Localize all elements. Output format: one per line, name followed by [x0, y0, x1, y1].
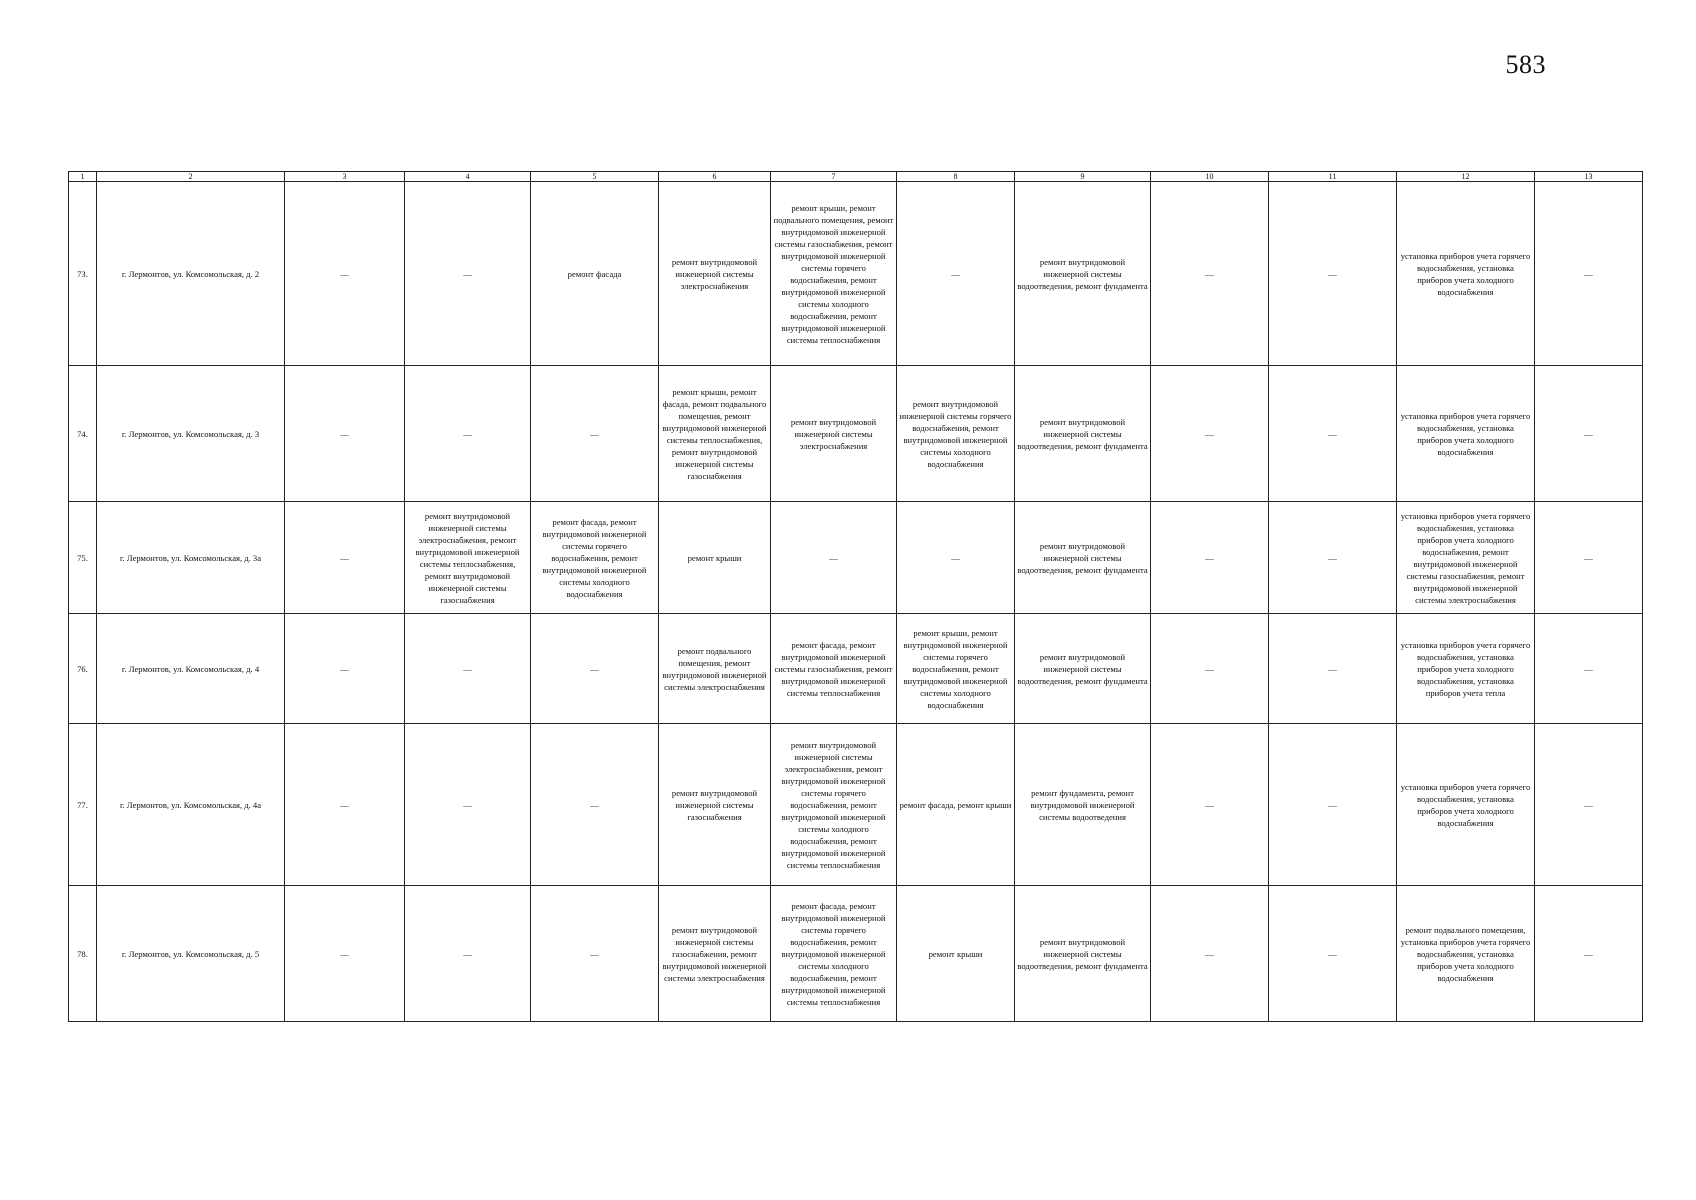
work-description-cell: ремонт фасада, ремонт внутридомовой инженерной системы горячего водоснабжения, ремонт внутридомовой инженерной системы холодного водоснабжения: [531, 502, 659, 614]
work-description-cell: установка приборов учета горячего водоснабжения, установка приборов учета холодного водоснабжения: [1397, 182, 1535, 366]
work-description-cell: установка приборов учета горячего водоснабжения, установка приборов учета холодного водоснабжения, ремонт внутридомовой инженерной системы газоснабжения, ремонт внутридомовой инженерной системы электроснабжения: [1397, 502, 1535, 614]
empty-dash-cell: —: [405, 886, 531, 1022]
empty-dash-cell: —: [1269, 724, 1397, 886]
empty-dash-cell: —: [897, 502, 1015, 614]
column-header-7: 7: [771, 172, 897, 182]
column-header-4: 4: [405, 172, 531, 182]
work-description-cell: ремонт фундамента, ремонт внутридомовой инженерной системы водоотведения: [1015, 724, 1151, 886]
empty-dash-cell: —: [285, 366, 405, 502]
work-description-cell: ремонт внутридомовой инженерной системы водоотведения, ремонт фундамента: [1015, 366, 1151, 502]
work-description-cell: ремонт крыши, ремонт подвального помещения, ремонт внутридомовой инженерной системы газоснабжения, ремонт внутридомовой инженерной системы горячего водоснабжения, ремонт внутридомовой инженерной системы холодного водоснабжения, ремонт внутридомовой инженерной системы теплоснабжения: [771, 182, 897, 366]
empty-dash-cell: —: [285, 614, 405, 724]
empty-dash-cell: —: [531, 886, 659, 1022]
row-number: 75.: [69, 502, 97, 614]
empty-dash-cell: —: [285, 502, 405, 614]
empty-dash-cell: —: [1269, 886, 1397, 1022]
work-description-cell: ремонт фасада, ремонт крыши: [897, 724, 1015, 886]
address-cell: г. Лермонтов, ул. Комсомольская, д. 3а: [97, 502, 285, 614]
column-header-12: 12: [1397, 172, 1535, 182]
row-number: 77.: [69, 724, 97, 886]
table-body: [69, 182, 1643, 1022]
row-number: 74.: [69, 366, 97, 502]
work-description-cell: установка приборов учета горячего водоснабжения, установка приборов учета холодного водоснабжения, установка приборов учета тепла: [1397, 614, 1535, 724]
table-row: [69, 614, 1643, 724]
work-description-cell: ремонт внутридомовой инженерной системы электроснабжения: [659, 182, 771, 366]
work-description-cell: ремонт внутридомовой инженерной системы электроснабжения, ремонт внутридомовой инженерной системы горячего водоснабжения, ремонт внутридомовой инженерной системы холодного водоснабжения, ремонт внутридомовой инженерной системы теплоснабжения: [771, 724, 897, 886]
empty-dash-cell: —: [531, 366, 659, 502]
address-cell: г. Лермонтов, ул. Комсомольская, д. 3: [97, 366, 285, 502]
work-description-cell: ремонт крыши: [897, 886, 1015, 1022]
empty-dash-cell: —: [1535, 886, 1643, 1022]
empty-dash-cell: —: [1269, 182, 1397, 366]
empty-dash-cell: —: [405, 614, 531, 724]
empty-dash-cell: —: [285, 886, 405, 1022]
empty-dash-cell: —: [405, 182, 531, 366]
work-description-cell: ремонт внутридомовой инженерной системы водоотведения, ремонт фундамента: [1015, 886, 1151, 1022]
empty-dash-cell: —: [405, 366, 531, 502]
column-header-8: 8: [897, 172, 1015, 182]
empty-dash-cell: —: [531, 724, 659, 886]
work-description-cell: ремонт фасада: [531, 182, 659, 366]
work-description-cell: ремонт подвального помещения, установка приборов учета горячего водоснабжения, установка приборов учета холодного водоснабжения: [1397, 886, 1535, 1022]
work-description-cell: ремонт внутридомовой инженерной системы газоснабжения: [659, 724, 771, 886]
row-number: 73.: [69, 182, 97, 366]
empty-dash-cell: —: [1535, 182, 1643, 366]
empty-dash-cell: —: [1151, 724, 1269, 886]
address-cell: г. Лермонтов, ул. Комсомольская, д. 4а: [97, 724, 285, 886]
work-description-cell: ремонт крыши, ремонт внутридомовой инженерной системы горячего водоснабжения, ремонт внутридомовой инженерной системы холодного водоснабжения: [897, 614, 1015, 724]
empty-dash-cell: —: [1269, 366, 1397, 502]
empty-dash-cell: —: [1151, 366, 1269, 502]
column-header-3: 3: [285, 172, 405, 182]
table-row: [69, 724, 1643, 886]
work-description-cell: ремонт внутридомовой инженерной системы горячего водоснабжения, ремонт внутридомовой инженерной системы холодного водоснабжения: [897, 366, 1015, 502]
empty-dash-cell: —: [1269, 502, 1397, 614]
column-header-2: 2: [97, 172, 285, 182]
column-header-6: 6: [659, 172, 771, 182]
work-description-cell: ремонт крыши: [659, 502, 771, 614]
empty-dash-cell: —: [771, 502, 897, 614]
empty-dash-cell: —: [1535, 614, 1643, 724]
empty-dash-cell: —: [897, 182, 1015, 366]
work-description-cell: ремонт внутридомовой инженерной системы электроснабжения: [771, 366, 897, 502]
empty-dash-cell: —: [531, 614, 659, 724]
address-cell: г. Лермонтов, ул. Комсомольская, д. 5: [97, 886, 285, 1022]
work-description-cell: ремонт фасада, ремонт внутридомовой инженерной системы горячего водоснабжения, ремонт внутридомовой инженерной системы холодного водоснабжения, ремонт внутридомовой инженерной системы теплоснабжения: [771, 886, 897, 1022]
empty-dash-cell: —: [1151, 182, 1269, 366]
column-header-1: 1: [69, 172, 97, 182]
work-description-cell: ремонт фасада, ремонт внутридомовой инженерной системы газоснабжения, ремонт внутридомовой инженерной системы теплоснабжения: [771, 614, 897, 724]
row-number: 76.: [69, 614, 97, 724]
work-description-cell: установка приборов учета горячего водоснабжения, установка приборов учета холодного водоснабжения: [1397, 724, 1535, 886]
table-row: [69, 182, 1643, 366]
empty-dash-cell: —: [1535, 502, 1643, 614]
address-cell: г. Лермонтов, ул. Комсомольская, д. 2: [97, 182, 285, 366]
empty-dash-cell: —: [1535, 366, 1643, 502]
header-row: [69, 172, 1643, 182]
work-description-cell: ремонт внутридомовой инженерной системы водоотведения, ремонт фундамента: [1015, 182, 1151, 366]
empty-dash-cell: —: [405, 724, 531, 886]
address-cell: г. Лермонтов, ул. Комсомольская, д. 4: [97, 614, 285, 724]
table-row: [69, 502, 1643, 614]
work-description-cell: ремонт внутридомовой инженерной системы газоснабжения, ремонт внутридомовой инженерной системы электроснабжения: [659, 886, 771, 1022]
column-header-11: 11: [1269, 172, 1397, 182]
work-description-cell: ремонт крыши, ремонт фасада, ремонт подвального помещения, ремонт внутридомовой инженерной системы теплоснабжения, ремонт внутридомовой инженерной системы газоснабжения: [659, 366, 771, 502]
work-description-cell: ремонт внутридомовой инженерной системы водоотведения, ремонт фундамента: [1015, 614, 1151, 724]
row-number: 78.: [69, 886, 97, 1022]
column-header-10: 10: [1151, 172, 1269, 182]
column-header-9: 9: [1015, 172, 1151, 182]
empty-dash-cell: —: [1269, 614, 1397, 724]
page-number: 583: [1505, 50, 1546, 79]
column-header-5: 5: [531, 172, 659, 182]
work-description-cell: ремонт внутридомовой инженерной системы водоотведения, ремонт фундамента: [1015, 502, 1151, 614]
empty-dash-cell: —: [1151, 502, 1269, 614]
empty-dash-cell: —: [1151, 614, 1269, 724]
empty-dash-cell: —: [1535, 724, 1643, 886]
column-header-13: 13: [1535, 172, 1643, 182]
work-description-cell: ремонт подвального помещения, ремонт внутридомовой инженерной системы электроснабжения: [659, 614, 771, 724]
empty-dash-cell: —: [285, 724, 405, 886]
table-row: [69, 886, 1643, 1022]
empty-dash-cell: —: [1151, 886, 1269, 1022]
work-description-cell: ремонт внутридомовой инженерной системы электроснабжения, ремонт внутридомовой инженерной системы теплоснабжения, ремонт внутридомовой инженерной системы газоснабжения: [405, 502, 531, 614]
table-row: [69, 366, 1643, 502]
work-description-cell: установка приборов учета горячего водоснабжения, установка приборов учета холодного водоснабжения: [1397, 366, 1535, 502]
empty-dash-cell: —: [285, 182, 405, 366]
table-header: [69, 172, 1643, 182]
repair-plan-table: [68, 171, 1643, 1022]
